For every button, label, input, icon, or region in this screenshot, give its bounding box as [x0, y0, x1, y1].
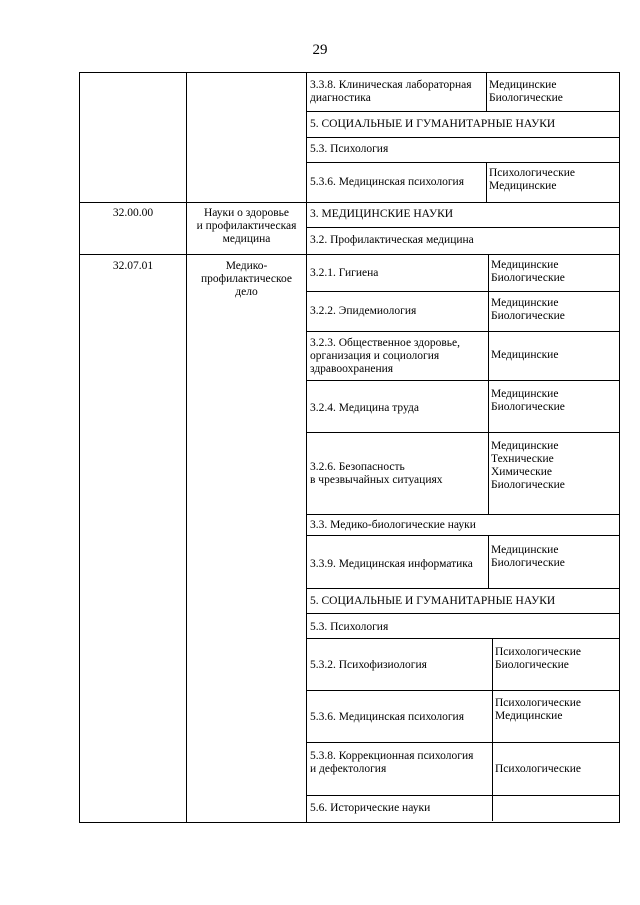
row-divider [306, 588, 620, 589]
row-divider [306, 613, 620, 614]
row-divider [306, 162, 620, 163]
specialty-cell: 5.3.2. Психофизиология [310, 659, 427, 671]
specialty-cell: 3.2.4. Медицина труда [310, 402, 419, 414]
row-divider [306, 380, 620, 381]
sciences-cell: Медицинские Биологические [491, 544, 565, 569]
row-divider [306, 742, 620, 743]
block-divider [79, 254, 620, 255]
sciences-cell: Психологические Медицинские [495, 697, 581, 722]
table-border-bottom [79, 822, 620, 823]
subsection-heading: 3.2. Профилактическая медицина [310, 234, 474, 246]
program-code: 32.00.00 [112, 207, 154, 219]
section-heading: 3. МЕДИЦИНСКИЕ НАУКИ [310, 208, 454, 220]
row-divider [306, 331, 620, 332]
specialty-cell: 5.3.8. Коррекционная психология и дефектология [310, 750, 474, 775]
subsection-heading: 3.3. Медико-биологические науки [310, 519, 476, 531]
section-heading: 5. СОЦИАЛЬНЫЕ И ГУМАНИТАРНЫЕ НАУКИ [310, 118, 556, 130]
specialty-cell: 5.3.6. Медицинская психология [310, 176, 465, 188]
sciences-cell: Медицинские [491, 349, 559, 361]
specialty-cell: 3.2.2. Эпидемиология [310, 305, 417, 317]
sciences-cell: Психологические [495, 763, 581, 775]
block-divider [79, 202, 620, 203]
row-divider [306, 638, 620, 639]
row-divider [306, 690, 620, 691]
sciences-cell: Медицинские Технические Химические Биологические [491, 440, 565, 491]
subsection-heading: 5.3. Психология [310, 621, 389, 633]
row-divider [306, 514, 620, 515]
row-divider [306, 227, 620, 228]
section-heading: 5. СОЦИАЛЬНЫЕ И ГУМАНИТАРНЫЕ НАУКИ [310, 595, 556, 607]
sciences-cell: Медицинские Биологические [491, 388, 565, 413]
table-border-left [79, 72, 80, 823]
specialty-cell: 3.2.1. Гигиена [310, 267, 379, 279]
sciences-cell: Медицинские Биологические [491, 259, 565, 284]
sciences-cell: Психологические Медицинские [489, 167, 575, 192]
program-group-name: Медико- профилактическое дело [201, 260, 292, 298]
program-group-name: Науки о здоровье и профилактическая медицина [196, 207, 297, 245]
subsection-heading: 5.3. Психология [310, 143, 389, 155]
table-border-right [619, 72, 620, 823]
column-divider-1 [186, 72, 187, 823]
page-number: 29 [312, 42, 328, 58]
specialty-cell: 3.3.8. Клиническая лабораторная диагностика [310, 79, 472, 104]
subsection-heading: 5.6. Исторические науки [310, 802, 431, 814]
table-border-top [79, 72, 620, 73]
row-divider [306, 535, 620, 536]
row-divider [306, 137, 620, 138]
specialty-cell: 3.2.6. Безопасность в чрезвычайных ситуациях [310, 461, 443, 486]
specialty-cell: 3.2.3. Общественное здоровье, организация и социология здравоохранения [310, 337, 461, 375]
row-divider [306, 432, 620, 433]
specialty-cell: 5.3.6. Медицинская психология [310, 711, 465, 723]
row-divider [306, 111, 620, 112]
sciences-cell: Медицинские Биологические [489, 79, 563, 104]
specialty-cell: 3.3.9. Медицинская информатика [310, 558, 473, 570]
sciences-cell: Психологические Биологические [495, 646, 581, 671]
sciences-cell: Медицинские Биологические [491, 297, 565, 322]
row-divider [306, 291, 620, 292]
row-divider [306, 795, 620, 796]
program-code: 32.07.01 [112, 260, 154, 272]
